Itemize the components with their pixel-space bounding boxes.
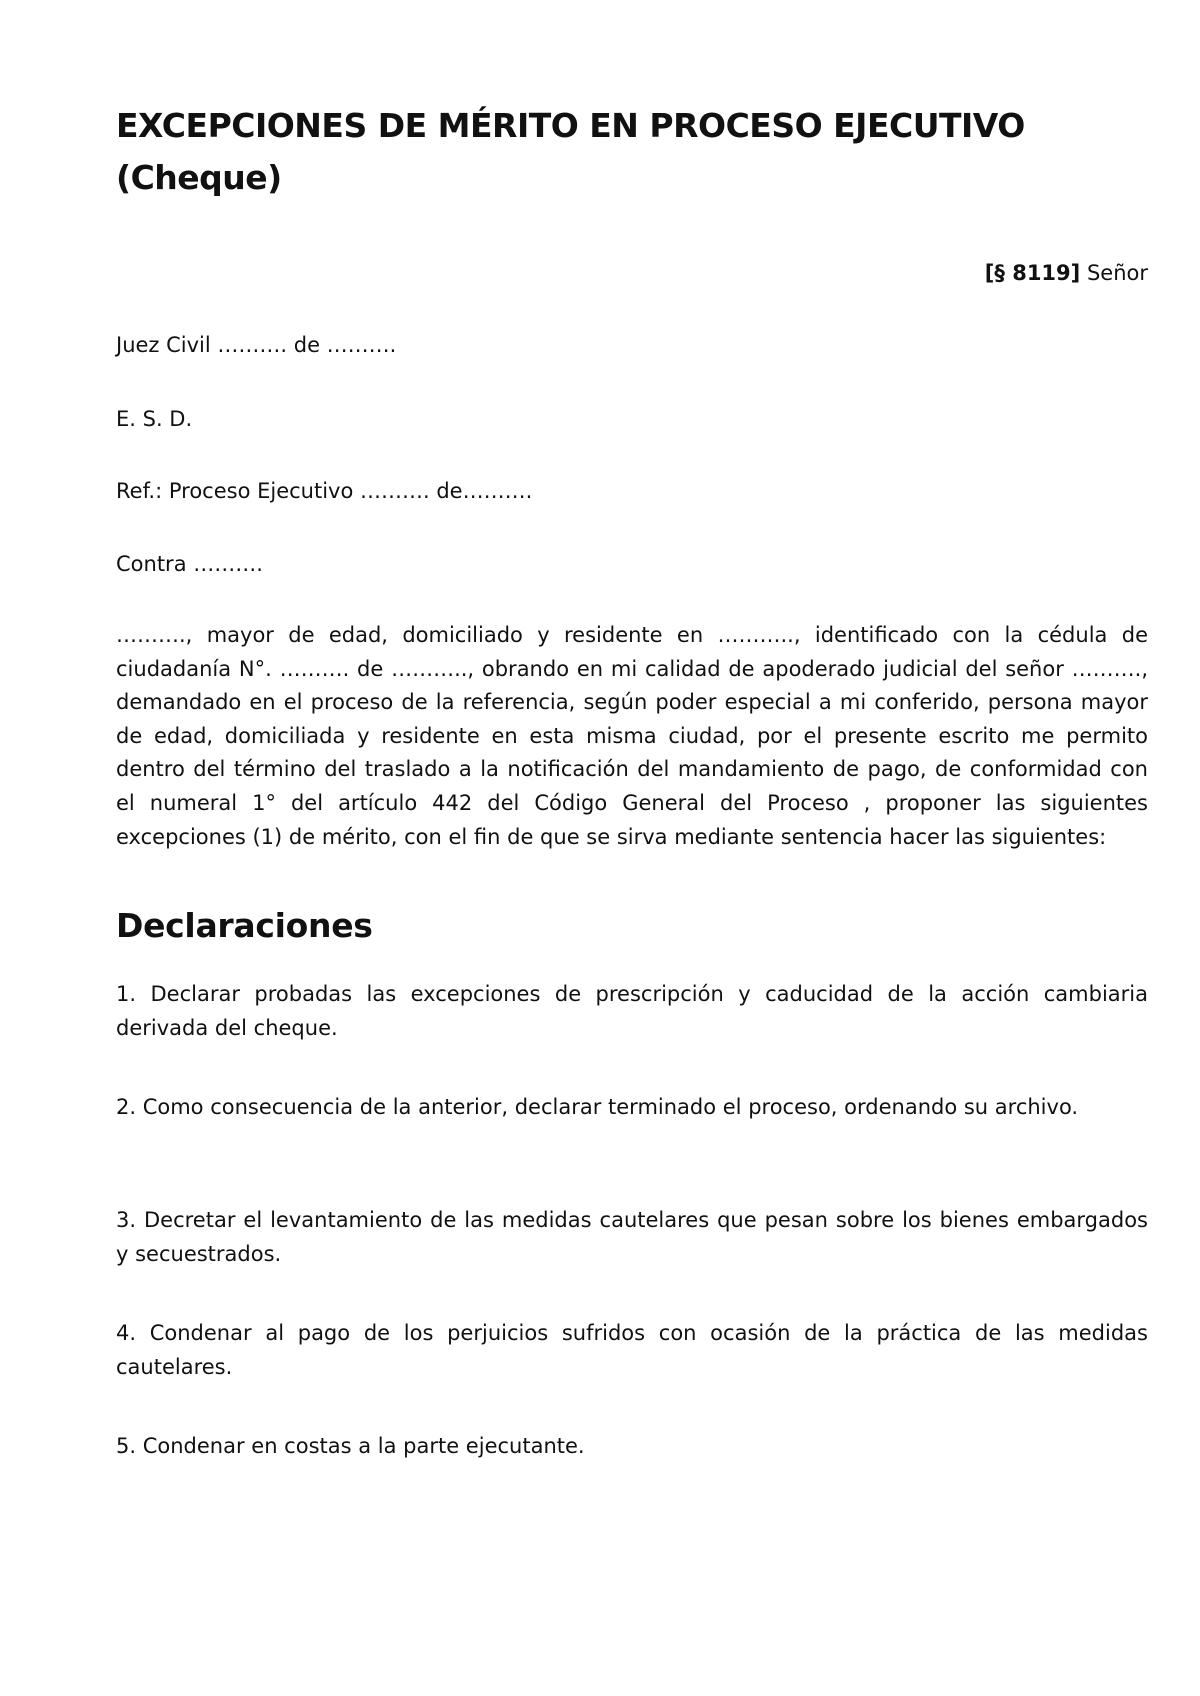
judge-line: Juez Civil ………. de ………. — [116, 333, 397, 357]
declaration-item: 2. Como consecuencia de la anterior, declarar terminado el proceso, ordenando su archivo. — [116, 1095, 1079, 1119]
declaration-item: 4. Condenar al pago de los perjuicios sufridos con ocasión de la práctica de las medidas cautelares. — [116, 1321, 1148, 1379]
against-line: Contra ………. — [116, 552, 263, 576]
declaration-item: 5. Condenar en costas a la parte ejecutante. — [116, 1434, 585, 1458]
declaration-item: 3. Decretar el levantamiento de las medidas cautelares que pesan sobre los bienes embargados y secuestrados. — [116, 1208, 1148, 1266]
esd-line: E. S. D. — [116, 407, 193, 431]
section-reference-line — [985, 256, 1148, 290]
declaration-item: 1. Declarar probadas las excepciones de prescripción y caducidad de la acción cambiaria derivada del cheque. — [116, 982, 1148, 1040]
document-page — [116, 100, 1148, 1458]
declarations-heading: Declaraciones — [116, 906, 373, 945]
document-title: EXCEPCIONES DE MÉRITO EN PROCESO EJECUTIVO (Cheque) — [116, 106, 1025, 197]
intro-paragraph: ………., mayor de edad, domiciliado y residente en ……….., identificado con la cédula de ciudadanía N°. ………. de ……….., obrando en mi calidad de apoderado judicial del señor ………., demandado en el proceso de la referencia, según poder especial a mi conferido, persona mayor de edad, domiciliada y residente en esta misma ciudad, por el presente escrito me permito dentro del término del traslado a la notificación del mandamiento de pago, de conformidad con el numeral 1° del artículo 442 del Código General del Proceso , proponer las siguientes excepciones (1) de mérito, con el fin de que se sirva mediante sentencia hacer las siguientes: — [116, 623, 1148, 849]
section-ref: [§ 8119] — [984, 261, 1081, 285]
salutation: Señor — [1086, 261, 1148, 285]
reference-line: Ref.: Proceso Ejecutivo ………. de………. — [116, 479, 533, 503]
